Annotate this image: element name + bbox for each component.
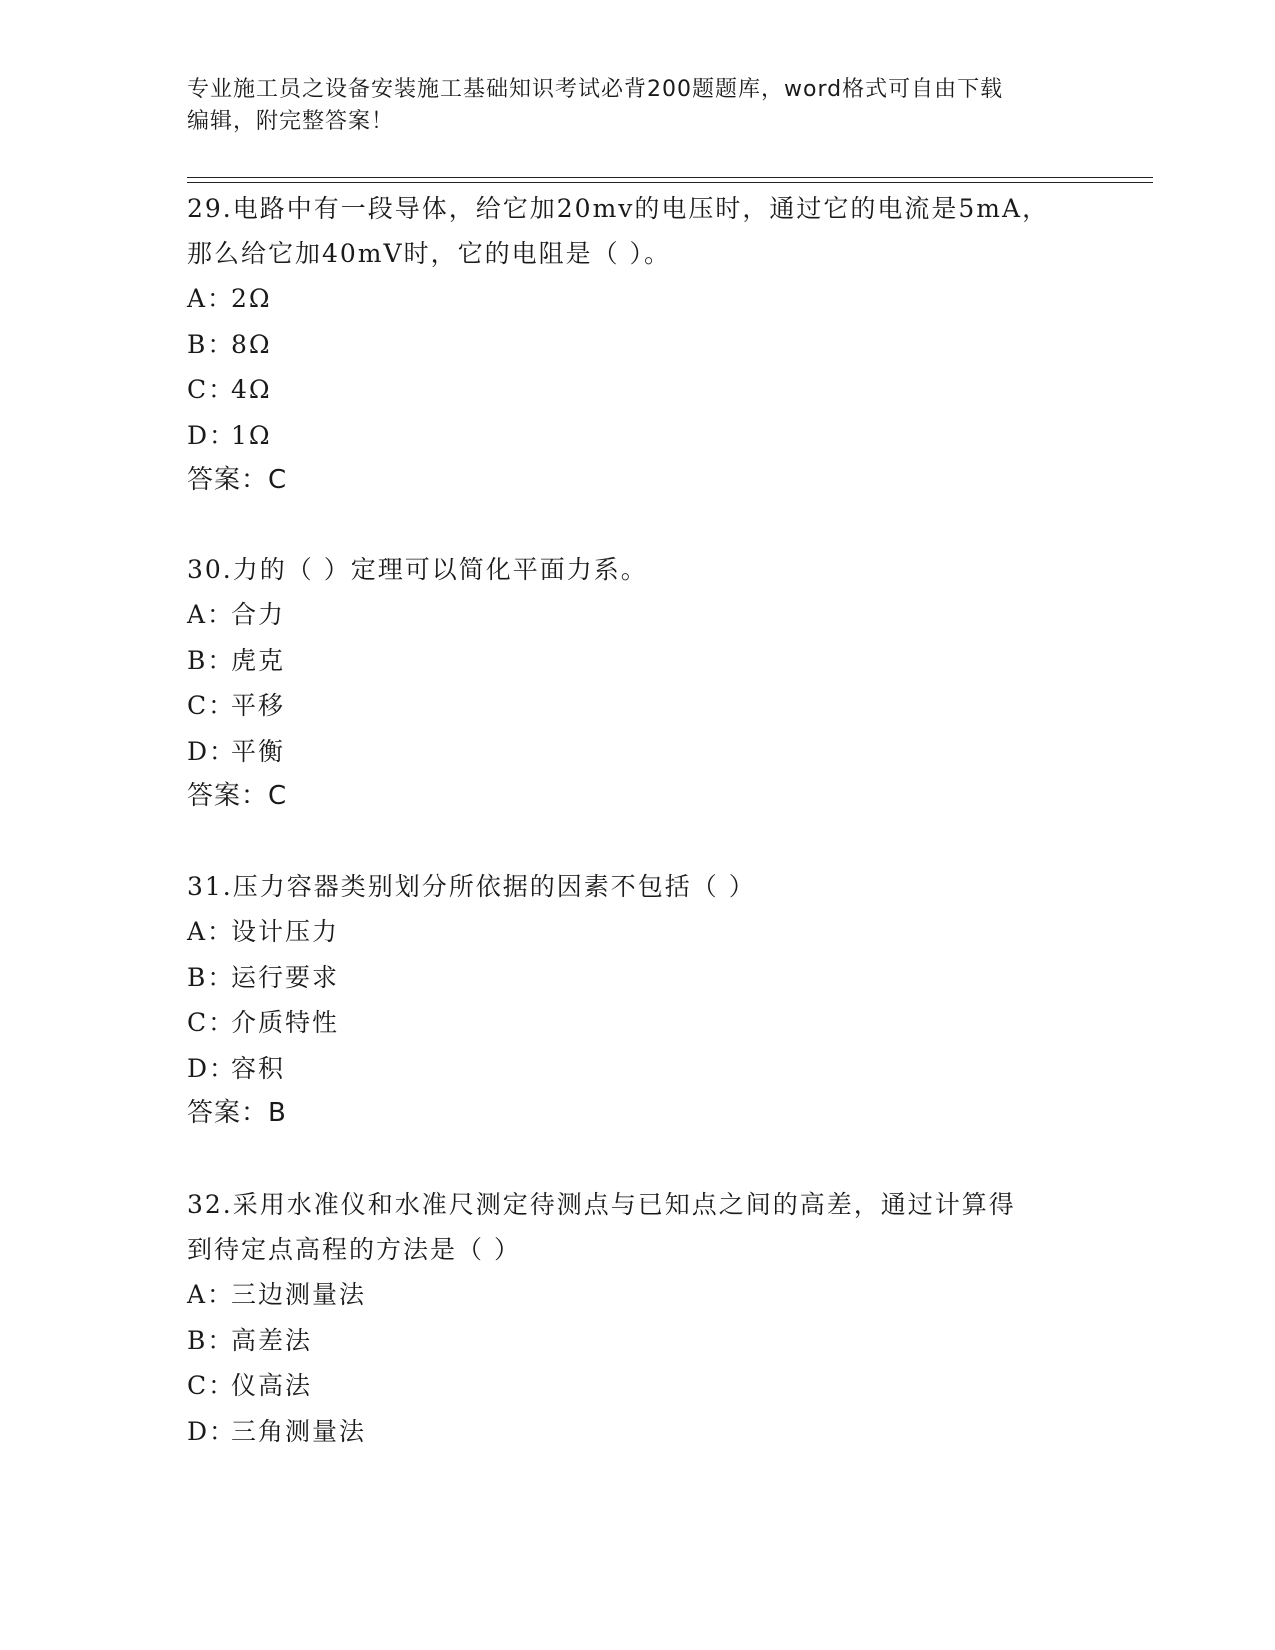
question-stem-line-1: 32.采用水准仪和水准尺测定待测点与已知点之间的高差，通过计算得 (187, 1190, 1016, 1219)
option-letter: C： (187, 691, 236, 720)
option-c (187, 1000, 1087, 1046)
option-c (187, 367, 1087, 413)
option-letter: D： (187, 1416, 237, 1446)
option-text: 容积 (231, 1053, 286, 1083)
answer-line: 答案：C (187, 465, 288, 495)
option-b (187, 322, 1087, 368)
option-text: 三角测量法 (231, 1416, 367, 1446)
document-header (187, 74, 1087, 138)
option-text: 4Ω (231, 375, 272, 404)
question-stem-line-1: 31.压力容器类别划分所依据的因素不包括（ ） (187, 872, 756, 901)
option-letter: B： (187, 1325, 235, 1355)
option-text: 介质特性 (231, 1008, 340, 1037)
option-d (187, 1046, 1087, 1092)
question-stem-line-1: 29.电路中有一段导体，给它加20mv的电压时，通过它的电流是5mA， (187, 194, 1050, 223)
option-text: 仪高法 (231, 1371, 313, 1400)
option-a (187, 592, 1087, 638)
option-text: 虎克 (231, 645, 286, 675)
option-text: 1Ω (231, 420, 272, 450)
option-text: 高差法 (231, 1325, 313, 1355)
option-text: 8Ω (231, 329, 272, 359)
option-d (187, 1409, 1087, 1455)
option-d (187, 413, 1087, 459)
option-letter: C： (187, 1008, 236, 1037)
answer-line: 答案：B (187, 1098, 287, 1128)
option-text: 平衡 (231, 736, 286, 766)
option-text: 合力 (231, 600, 286, 629)
option-c (187, 1363, 1087, 1409)
option-letter: A： (187, 917, 235, 946)
option-a (187, 1272, 1087, 1318)
option-letter: D： (187, 420, 237, 450)
question-32 (187, 1182, 1087, 1454)
header-line-2: 编辑，附完整答案！ (187, 109, 395, 134)
option-b (187, 955, 1087, 1001)
option-letter: B： (187, 645, 235, 675)
option-text: 三边测量法 (231, 1280, 367, 1309)
option-letter: D： (187, 1053, 237, 1083)
option-letter: B： (187, 329, 235, 359)
option-text: 运行要求 (231, 962, 340, 992)
question-31 (187, 864, 1087, 1136)
option-text: 设计压力 (231, 917, 340, 946)
option-letter: B： (187, 962, 235, 992)
option-letter: D： (187, 736, 237, 766)
option-b (187, 638, 1087, 684)
option-d (187, 729, 1087, 775)
option-letter: C： (187, 375, 236, 404)
question-stem-line-2: 到待定点高程的方法是（ ） (187, 1235, 521, 1264)
answer-line: 答案：C (187, 781, 288, 811)
option-a (187, 276, 1087, 322)
option-letter: A： (187, 600, 235, 629)
question-29 (187, 186, 1087, 503)
option-c (187, 683, 1087, 729)
option-text: 2Ω (231, 284, 272, 313)
option-b (187, 1318, 1087, 1364)
header-divider-bottom (187, 182, 1153, 183)
option-letter: A： (187, 1280, 235, 1309)
header-divider-top (187, 177, 1153, 178)
option-letter: A： (187, 284, 235, 313)
option-letter: C： (187, 1371, 236, 1400)
option-text: 平移 (231, 691, 286, 720)
header-line-1: 专业施工员之设备安装施工基础知识考试必背200题题库，word格式可自由下载 (187, 77, 1004, 102)
question-stem-line-2: 那么给它加40mV时，它的电阻是（ ）。 (187, 239, 672, 268)
option-a (187, 909, 1087, 955)
question-30 (187, 547, 1087, 819)
question-stem-line-1: 30.力的（ ）定理可以简化平面力系。 (187, 555, 648, 584)
